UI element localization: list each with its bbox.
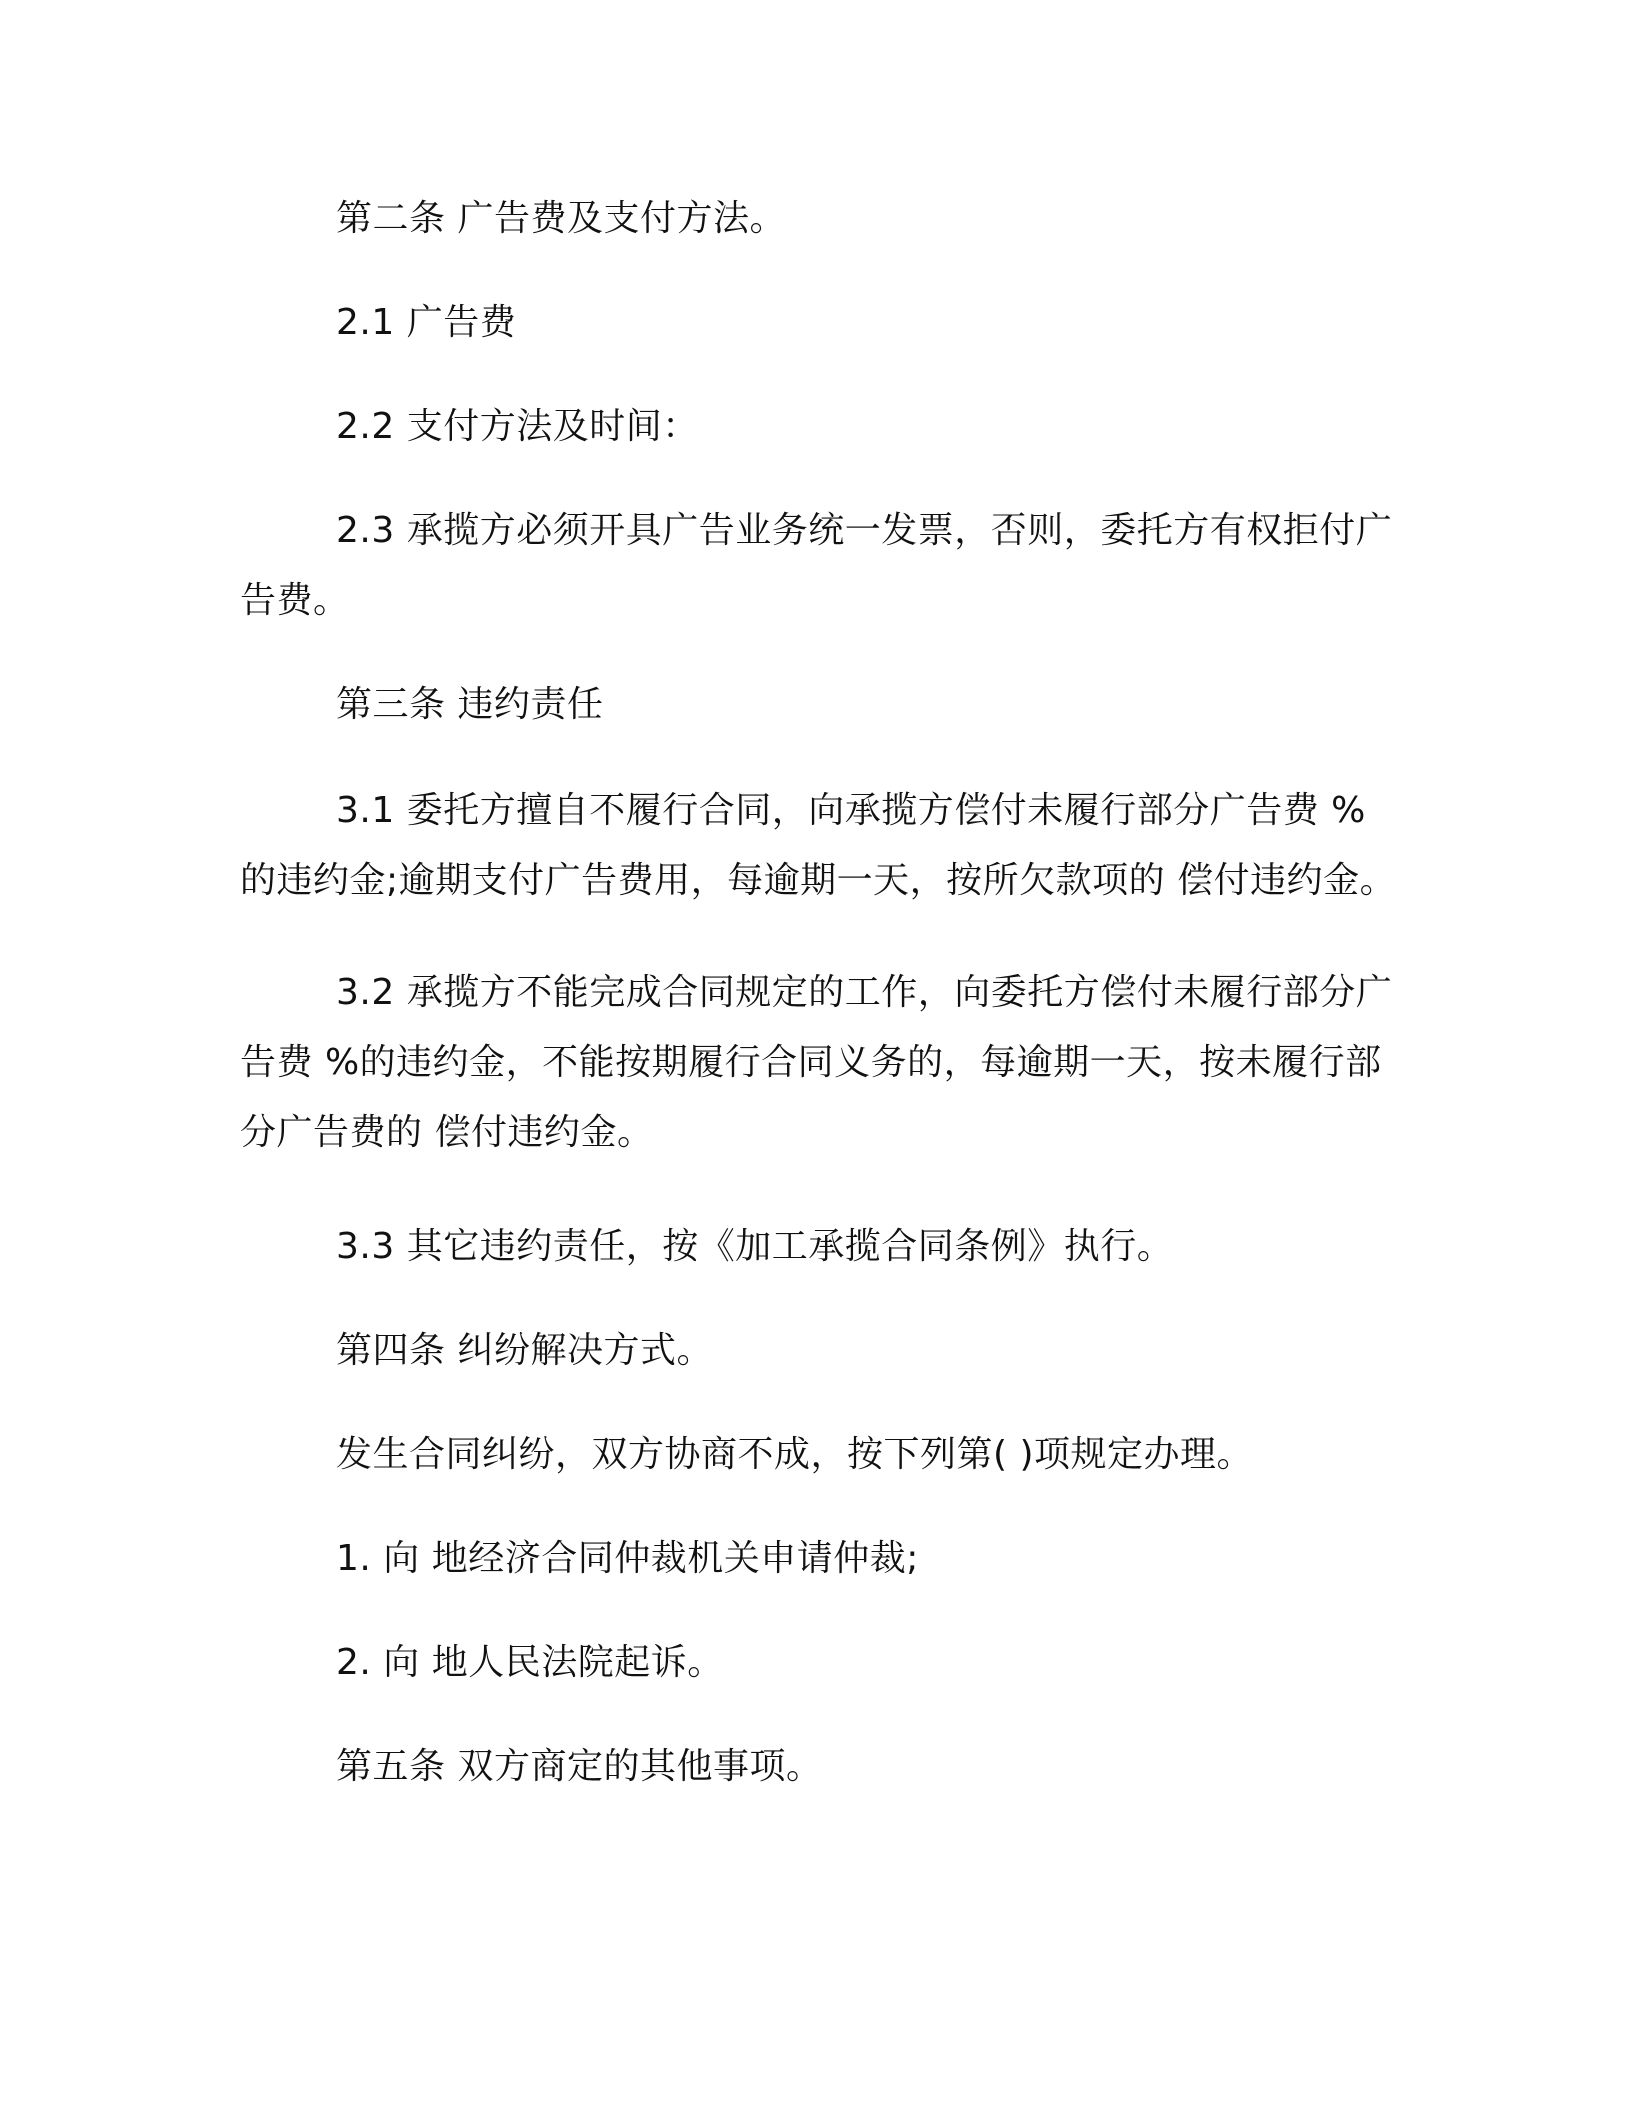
article-5-heading: 第五条 双方商定的其他事项。 (336, 1746, 823, 1787)
clause-2-3: 2.3 承揽方必须开具广告业务统一发票，否则，委托方有权拒付广告费。 (240, 510, 1393, 621)
clause-3-2: 3.2 承揽方不能完成合同规定的工作，向委托方偿付未履行部分广告费 %的违约金，不能按期履行合同义务的，每逾期一天，按未履行部分广告费的 偿付违约金。 (240, 972, 1393, 1153)
dispute-option-1: 1. 向 地经济合同仲裁机关申请仲裁; (336, 1538, 919, 1579)
clause-2-2: 2.2 支付方法及时间： (336, 406, 699, 447)
article-3-heading: 第三条 违约责任 (336, 684, 604, 725)
dispute-option-2: 2. 向 地人民法院起诉。 (336, 1642, 724, 1683)
article-4-heading: 第四条 纠纷解决方式。 (336, 1330, 713, 1371)
clause-3-3: 3.3 其它违约责任，按《加工承揽合同条例》执行。 (336, 1226, 1174, 1267)
dispute-intro: 发生合同纠纷，双方协商不成，按下列第( )项规定办理。 (336, 1434, 1254, 1475)
clause-3-1: 3.1 委托方擅自不履行合同，向承揽方偿付未履行部分广告费 % 的违约金;逾期支付广告费用，每逾期一天，按所欠款项的 偿付违约金。 (240, 790, 1397, 901)
article-2-heading: 第二条 广告费及支付方法。 (336, 198, 786, 239)
clause-2-1: 2.1 广告费 (336, 302, 517, 343)
